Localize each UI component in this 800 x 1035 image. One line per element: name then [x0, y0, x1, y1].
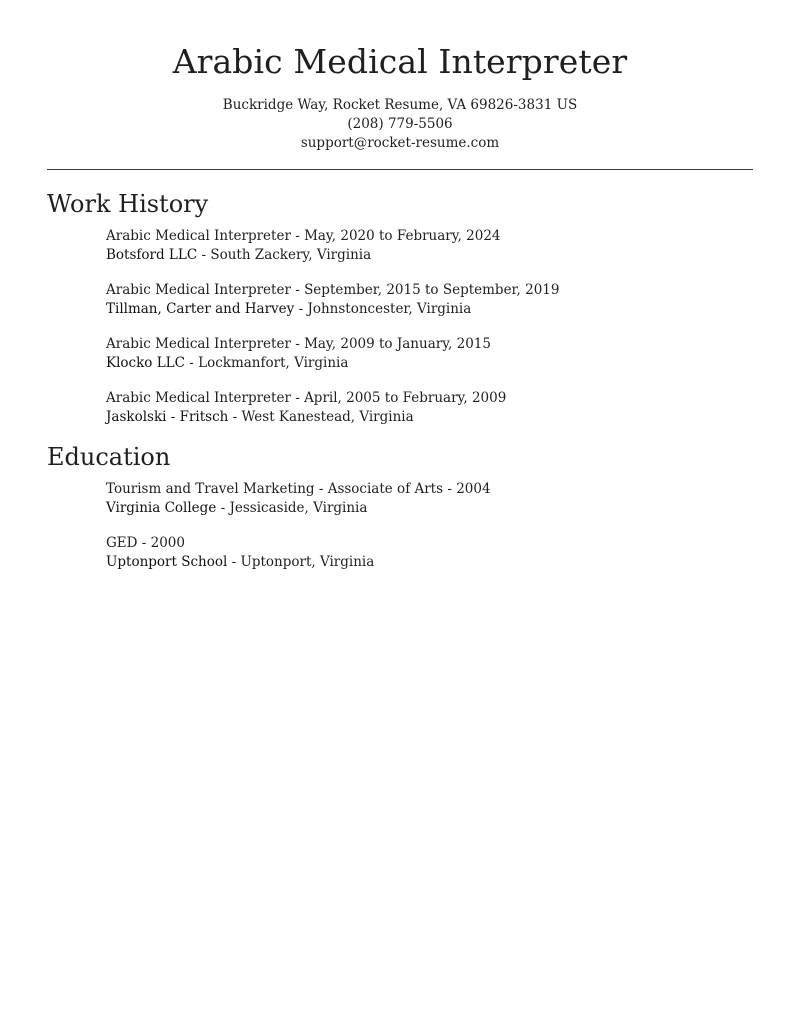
address: Buckridge Way, Rocket Resume, VA 69826-3831 US: [222, 97, 578, 113]
job-title-line: Arabic Medical Interpreter - May, 2020 to February, 2024: [106, 228, 501, 244]
school-line: Virginia College - Jessicaside, Virginia: [106, 500, 368, 516]
education-entry: [106, 480, 753, 518]
school-name: Uptonport School: [106, 554, 228, 570]
job-title-line: Arabic Medical Interpreter - September, 2015 to September, 2019: [106, 282, 560, 298]
job-dates: May, 2020 to February, 2024: [304, 228, 501, 244]
header-divider: [47, 169, 753, 170]
contact-info: [47, 96, 753, 153]
employer-name: Botsford LLC: [106, 247, 198, 263]
job-role: Arabic Medical Interpreter: [106, 228, 291, 244]
employer-line: Jaskolski - Fritsch - West Kanestead, Virginia: [106, 409, 414, 425]
employer-line: Klocko LLC - Lockmanfort, Virginia: [106, 355, 349, 371]
employer-line: Botsford LLC - South Zackery, Virginia: [106, 247, 372, 263]
education-list: [47, 480, 753, 572]
work-history-entry: [106, 335, 753, 373]
employer-name: Klocko LLC: [106, 355, 185, 371]
employer-location: Lockmanfort, Virginia: [198, 355, 349, 371]
email-address: support@rocket-resume.com: [300, 135, 500, 151]
degree-line: Tourism and Travel Marketing - Associate of Arts - 2004: [106, 481, 491, 497]
job-dates: April, 2005 to February, 2009: [304, 390, 507, 406]
employer-location: Johnstoncester, Virginia: [307, 301, 472, 317]
job-role: Arabic Medical Interpreter: [106, 282, 291, 298]
job-dates: May, 2009 to January, 2015: [304, 336, 491, 352]
work-history-entry: [106, 227, 753, 265]
work-history-heading: Work History: [47, 190, 209, 218]
school-location: Uptonport, Virginia: [240, 554, 375, 570]
job-title-line: Arabic Medical Interpreter - May, 2009 to January, 2015: [106, 336, 491, 352]
degree-name: Tourism and Travel Marketing - Associate of Arts: [106, 481, 444, 497]
employer-name: Tillman, Carter and Harvey: [106, 301, 295, 317]
resume-header: [47, 0, 753, 153]
school-name: Virginia College: [106, 500, 217, 516]
degree-name: GED: [106, 535, 138, 551]
school-line: Uptonport School - Uptonport, Virginia: [106, 554, 375, 570]
work-history-entry: [106, 281, 753, 319]
employer-line: Tillman, Carter and Harvey - Johnstoncester, Virginia: [106, 301, 472, 317]
job-dates: September, 2015 to September, 2019: [304, 282, 560, 298]
job-title-line: Arabic Medical Interpreter - April, 2005 to February, 2009: [106, 390, 507, 406]
employer-location: South Zackery, Virginia: [210, 247, 372, 263]
degree-line: GED - 2000: [106, 535, 185, 551]
education-heading: Education: [47, 443, 171, 471]
work-history-list: [47, 227, 753, 427]
employer-name: Jaskolski - Fritsch: [106, 409, 229, 425]
school-location: Jessicaside, Virginia: [229, 500, 368, 516]
job-role: Arabic Medical Interpreter: [106, 390, 291, 406]
job-role: Arabic Medical Interpreter: [106, 336, 291, 352]
degree-year: 2004: [456, 481, 491, 497]
work-history-entry: [106, 389, 753, 427]
education-entry: [106, 534, 753, 572]
candidate-name: Arabic Medical Interpreter: [172, 42, 628, 81]
degree-year: 2000: [150, 535, 185, 551]
employer-location: West Kanestead, Virginia: [241, 409, 414, 425]
phone-number: (208) 779-5506: [347, 116, 453, 132]
